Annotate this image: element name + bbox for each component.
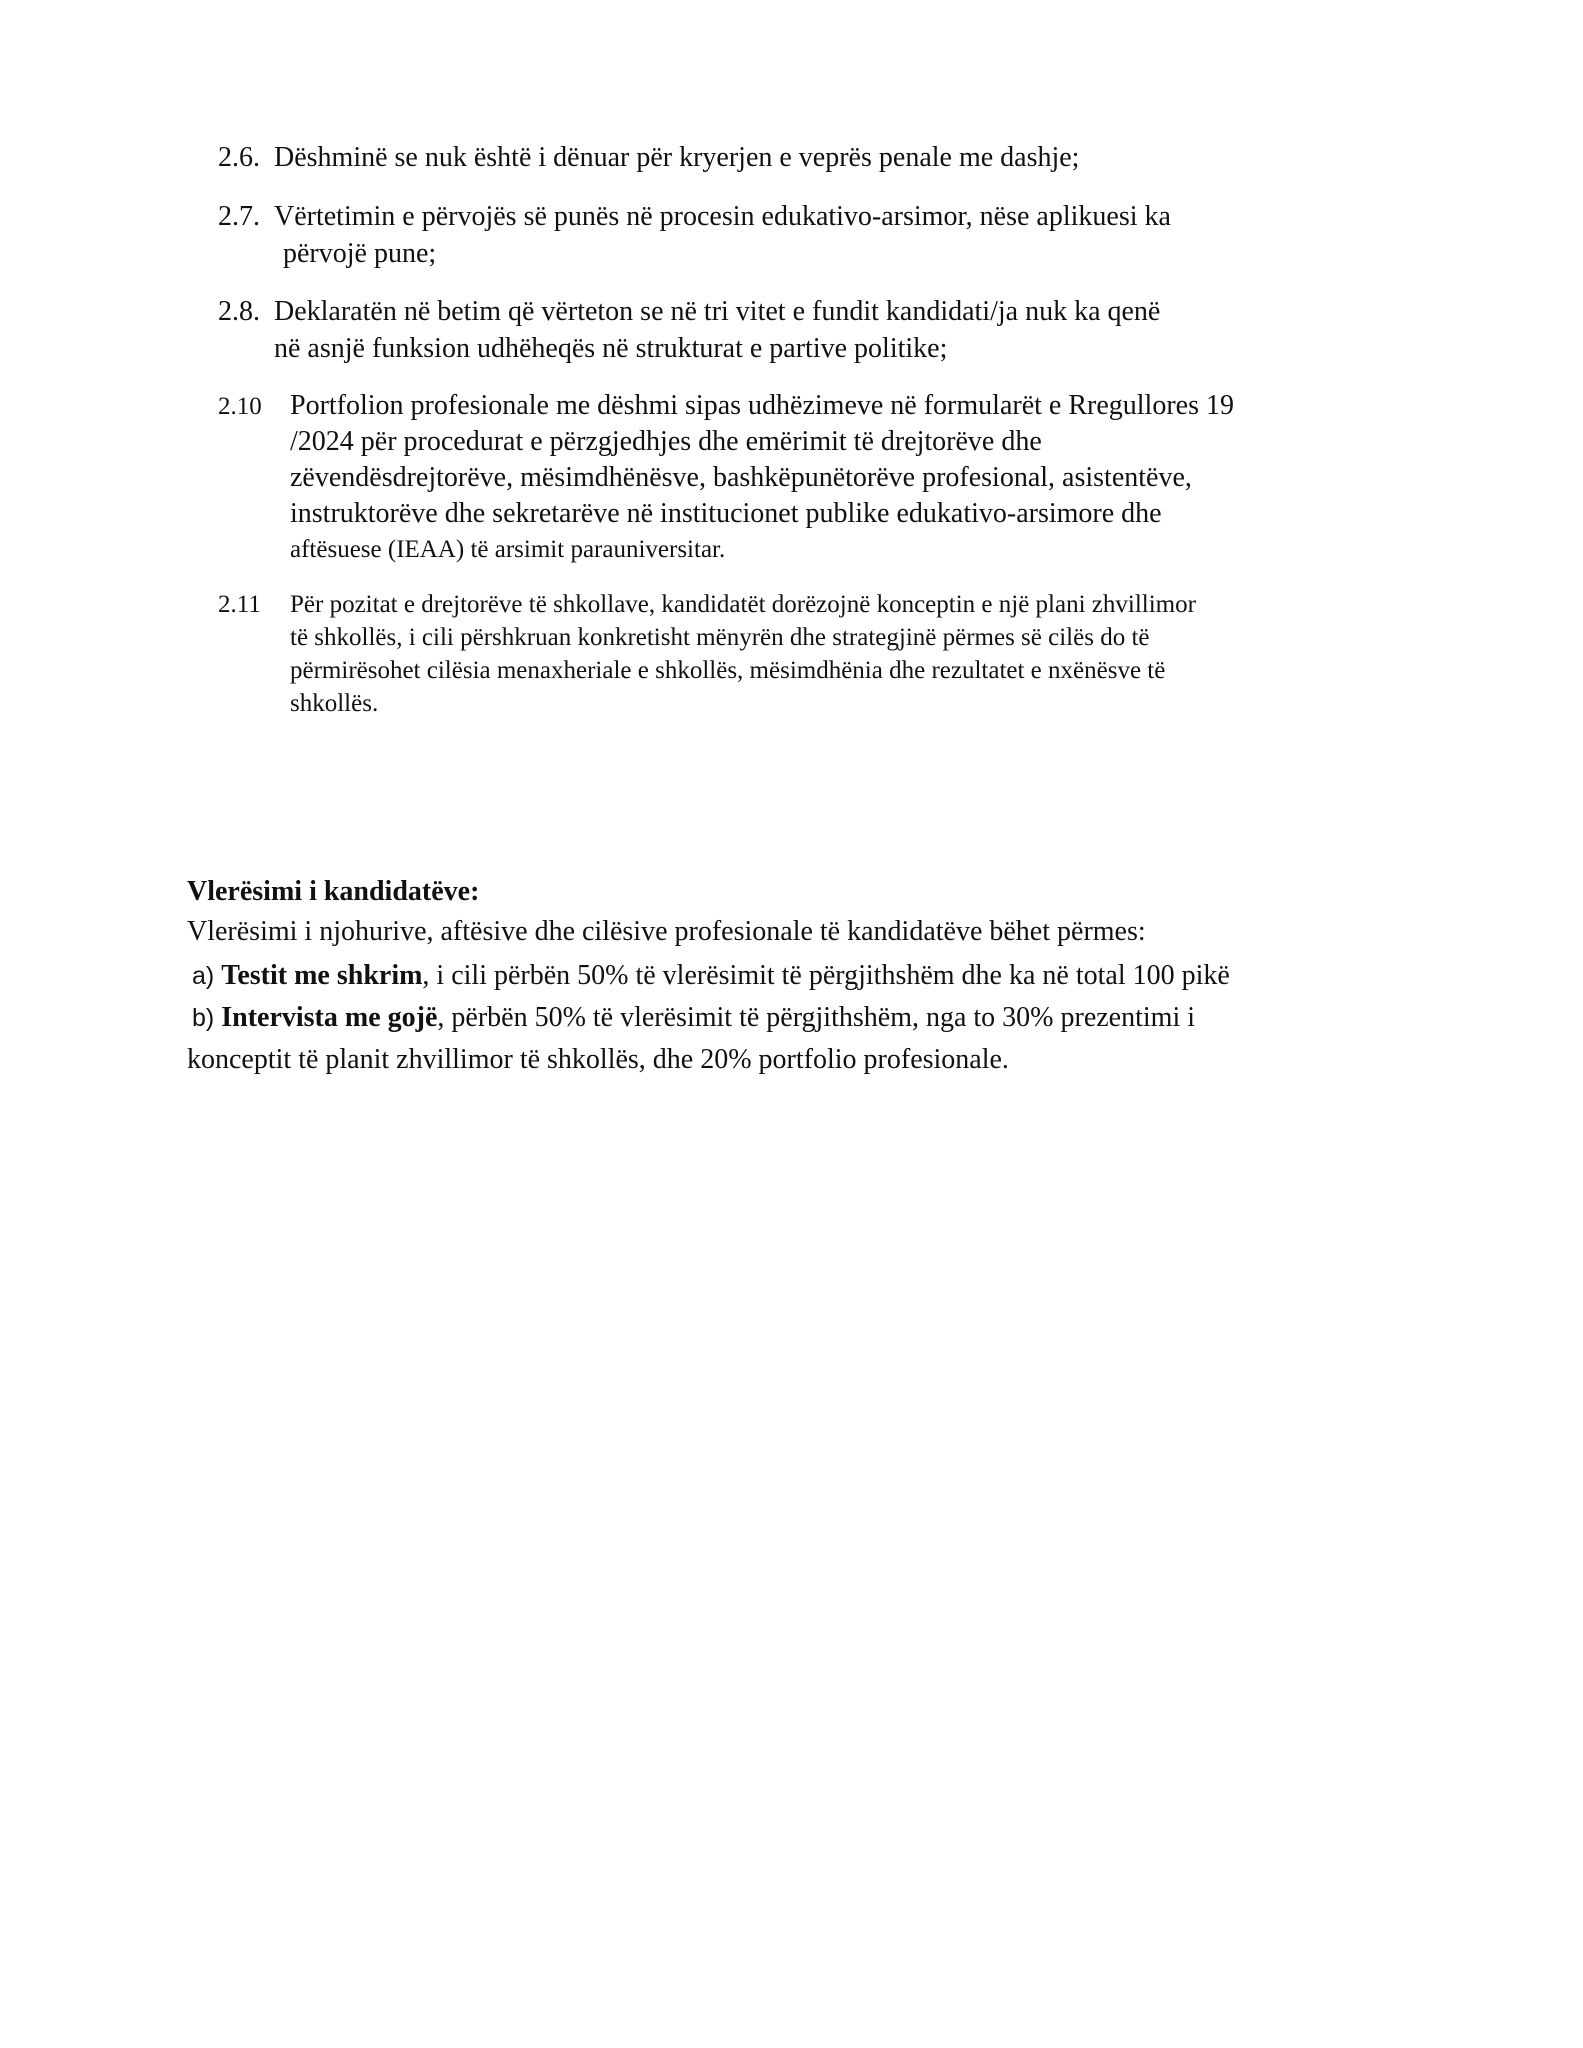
item-text-line: përmirësohet cilësia menaxheriale e shkollës, mësimdhënia dhe rezultatet e nxënësve të bbox=[290, 657, 1166, 684]
item-text-line: Dëshminë se nuk është i dënuar për kryerjen e veprës penale me dashje; bbox=[274, 142, 1080, 173]
evaluation-item-b bbox=[192, 1000, 1195, 1036]
item-text-line: Për pozitat e drejtorëve të shkollave, kandidatët dorëzojnë konceptin e një plani zhvillimor bbox=[290, 591, 1196, 618]
item-number: 2.8. bbox=[218, 296, 260, 327]
item-number: 2.11 bbox=[218, 591, 261, 618]
evaluation-item-a bbox=[192, 958, 1230, 994]
evaluation-item-b-continuation: konceptit të planit zhvillimor të shkollës, dhe 20% portfolio profesionale. bbox=[187, 1044, 1009, 1075]
item-text-line: instruktorëve dhe sekretarëve në institucionet publike edukativo-arsimore dhe bbox=[290, 498, 1162, 529]
item-text: , përbën 50% të vlerësimit të përgjithshëm, nga to 30% prezentimi i bbox=[437, 1002, 1196, 1033]
item-text-line: aftësuese (IEAA) të arsimit parauniversitar. bbox=[290, 536, 726, 563]
item-text-line: përvojë pune; bbox=[283, 238, 437, 269]
item-text-line: të shkollës, i cili përshkruan konkretisht mënyrën dhe strategjinë përmes së cilës do të bbox=[290, 624, 1150, 651]
item-bold-text: Testit me shkrim bbox=[221, 960, 423, 991]
item-number: 2.7. bbox=[218, 201, 260, 232]
item-text-line: Deklaratën në betim që vërteton se në tri vitet e fundit kandidati/ja nuk ka qenë bbox=[274, 296, 1161, 327]
item-marker: b) bbox=[192, 1004, 215, 1032]
item-text: , i cili përbën 50% të vlerësimit të përgjithshëm dhe ka në total 100 pikë bbox=[422, 960, 1230, 991]
item-text-line: në asnjë funksion udhëheqës në strukturat e partive politike; bbox=[274, 333, 948, 364]
item-text-line: Vërtetimin e përvojës së punës në procesin edukativo-arsimor, nëse aplikuesi ka bbox=[274, 201, 1171, 232]
item-text-line: Portfolion profesionale me dëshmi sipas udhëzimeve në formularët e Rregullores 19 bbox=[290, 390, 1234, 421]
evaluation-heading: Vlerësimi i kandidatëve: bbox=[187, 876, 480, 907]
item-text-line: zëvendësdrejtorëve, mësimdhënësve, bashkëpunëtorëve profesional, asistentëve, bbox=[290, 462, 1192, 493]
item-text-line: shkollës. bbox=[290, 690, 379, 717]
item-marker: a) bbox=[192, 962, 215, 990]
item-bold-text: Intervista me gojë bbox=[221, 1002, 438, 1033]
item-number: 2.6. bbox=[218, 142, 260, 173]
evaluation-intro: Vlerësimi i njohurive, aftësive dhe cilësive profesionale të kandidatëve bëhet përmes: bbox=[187, 916, 1146, 947]
item-text-line: /2024 për procedurat e përzgjedhjes dhe emërimit të drejtorëve dhe bbox=[290, 426, 1042, 457]
item-number: 2.10 bbox=[218, 393, 262, 420]
